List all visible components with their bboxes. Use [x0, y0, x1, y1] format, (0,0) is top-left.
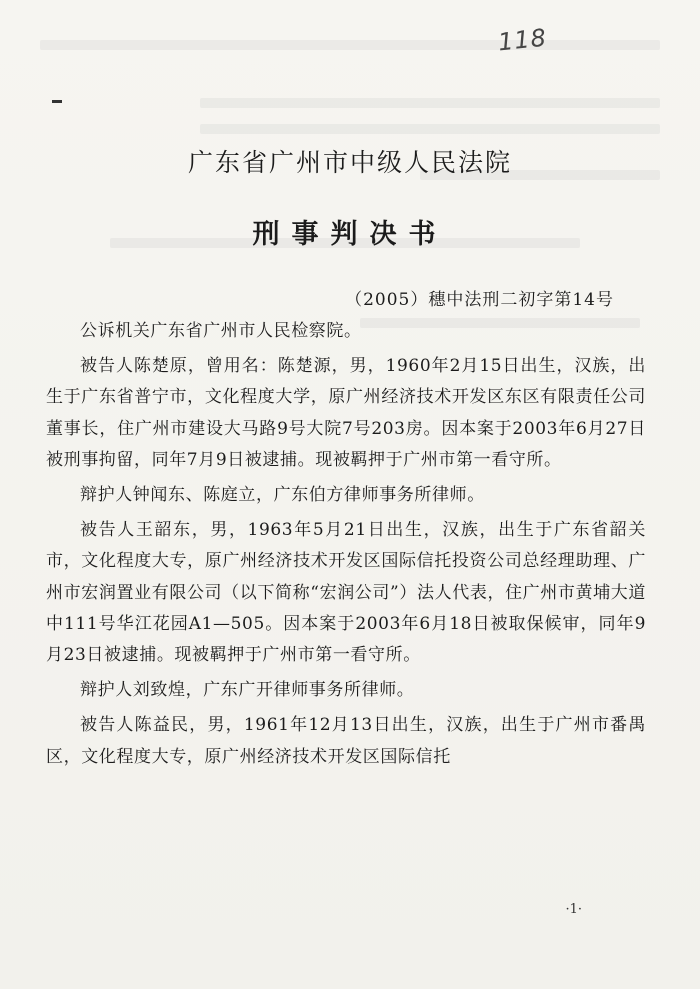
paragraph-prosecutor: 公诉机关广东省广州市人民检察院。 [80, 321, 362, 341]
page-number: ·1· [565, 902, 582, 917]
paragraph-defendant-2: 被告人王韶东，男，1963年5月21日出生，汉族，出生于广东省韶关市，文化程度大专，原广州经济技术开发区国际信托投资公司总经理助理、广州市宏润置业有限公司（以下简称“宏润公司”）法人代表，住广州市黄埔大道中111号华江花园A1—505。因本案于2003年6月18日被取保候审，同年9月23日被逮捕。现被羁押于广州市第一看守所。 [46, 520, 646, 666]
document-body [46, 316, 646, 773]
case-number: （2005）穗中法刑二初字第14号 [345, 290, 614, 310]
paragraph-defendant-1: 被告人陈楚原，曾用名：陈楚源，男，1960年2月15日出生，汉族，出生于广东省普宁市，文化程度大学，原广州经济技术开发区东区有限责任公司董事长，住广州市建设大马路9号大院7号203房。因本案于2003年6月27日被刑事拘留，同年7月9日被逮捕。现被羁押于广州市第一看守所。 [46, 356, 646, 470]
handwritten-page-mark: 118 [496, 23, 549, 57]
bleed-through-line [200, 124, 660, 134]
paragraph-defender-1: 辩护人钟闻东、陈庭立，广东伯方律师事务所律师。 [80, 485, 485, 506]
paragraph-defender-2: 辩护人刘致煌，广东广开律师事务所律师。 [80, 680, 415, 701]
bleed-through-line [40, 40, 660, 50]
bleed-through-line [200, 98, 660, 108]
margin-mark [52, 100, 62, 103]
document-title: 刑事判决书 [252, 219, 448, 250]
court-name: 广东省广州市中级人民法院 [187, 148, 512, 177]
paragraph-defendant-3: 被告人陈益民，男，1961年12月13日出生，汉族，出生于广州市番禺区，文化程度大专，原广州经济技术开发区国际信托 [46, 715, 646, 767]
